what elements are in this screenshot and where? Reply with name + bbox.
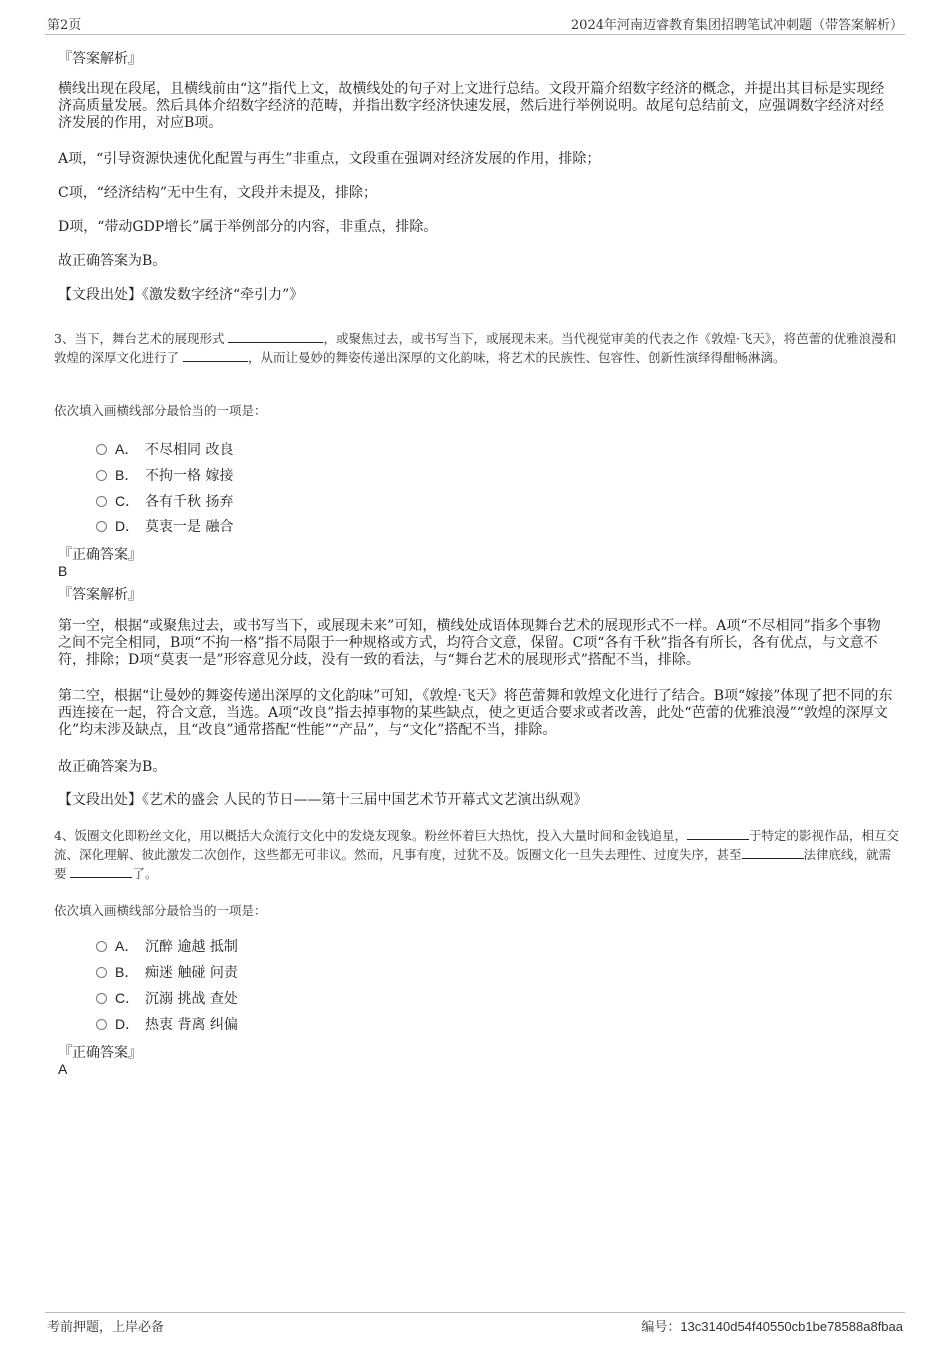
radio-icon[interactable]: [96, 496, 107, 507]
analysis-paragraph-2: 第二空，根据“让曼妙的舞姿传递出深厚的文化韵味”可知，《敦煌·飞天》将芭蕾舞和敦煌文化进行了结合。B项“嫁接”体现了把不同的东西连接在一起，符合文意，当选。A项“改良”指去掉事物的某些缺点，使之更适合要求或者改善，此处“芭蕾的优雅浪漫”“敦煌的深厚文化”均未涉及缺点，且“改良”通常搭配“性能”“产品”，与“文化”搭配不当，排除。: [58, 688, 893, 738]
radio-icon[interactable]: [96, 444, 107, 455]
radio-icon[interactable]: [96, 1019, 107, 1030]
radio-icon[interactable]: [96, 993, 107, 1004]
question-4-stem: 4、饭圈文化即粉丝文化，用以概括大众流行文化中的发烧友现象。粉丝怀着巨大热忱，投入大量时间和金钱追星， 于特定的影视作品，相互交流、深化理解、彼此激发二次创作，这些都无可非议。然而，凡事有度，过犹不及。饭圈文化一旦失去理性、过度失序，甚至 法律底线，就需要 了。: [54, 828, 899, 881]
question-3-option-d[interactable]: D． 莫衷一是 融合: [96, 516, 233, 536]
question-3-option-a[interactable]: A． 不尽相同 改良: [96, 439, 233, 459]
page-footer: [45, 1312, 905, 1337]
correct-answer: A: [58, 1061, 68, 1077]
radio-icon[interactable]: [96, 521, 107, 532]
analysis-paragraph-1: 第一空，根据“或聚焦过去，或书写当下，或展现未来”可知，横线处成语体现舞台艺术的展现形式不一样。A项“不尽相同”指多个事物之间不完全相同，B项“不拘一格”指不局限于一种规格或方式，均符合文意，保留。C项“各有千秋”指各有所长，各有优点，与文意不符，排除；D项“莫衷一是”形容意见分歧，没有一致的看法，与“舞台艺术的展现形式”搭配不当，排除。: [58, 618, 881, 668]
question-4-option-c[interactable]: C． 沉溺 挑战 查处: [96, 988, 238, 1008]
footer-slogan: 考前押题，上岸必备: [47, 1320, 165, 1335]
answer-conclusion: 故正确答案为B。: [58, 759, 167, 775]
question-4-option-d[interactable]: D． 热衷 背离 纠偏: [96, 1014, 238, 1034]
page-number: 第2页: [47, 18, 82, 33]
analysis-label: 『答案解析』: [58, 587, 142, 603]
blank-2: [742, 845, 804, 859]
question-3-prompt: 依次填入画横线部分最恰当的一项是：: [54, 403, 267, 418]
blank-2: [183, 348, 248, 362]
question-3-stem: 3、当下，舞台艺术的展现形式 ，或聚焦过去，或书写当下，或展现未来。当代视觉审美的代表之作《敦煌·飞天》，将芭蕾的优雅浪漫和敦煌的深厚文化进行了 ，从而让曼妙的舞姿传递出深厚的文化韵味，将艺术的民族性、包容性、创新性演绎得酣畅淋漓。: [54, 331, 897, 365]
document-code: 编号：13c3140d54f40550cb1be78588a8fbaa: [641, 1319, 903, 1335]
question-4-option-b[interactable]: B． 痴迷 触碰 问责: [96, 962, 238, 982]
source-citation: 【文段出处】《激发数字经济“牵引力”》: [58, 287, 304, 303]
analysis-label: 『答案解析』: [58, 51, 142, 67]
document-title: 2024年河南迈睿教育集团招聘笔试冲刺题（带答案解析）: [570, 18, 903, 33]
correct-answer-label: 『正确答案』: [58, 547, 142, 563]
page-header: [45, 12, 905, 35]
analysis-paragraph: 横线出现在段尾，且横线前由“这”指代上文，故横线处的句子对上文进行总结。文段开篇介绍数字经济的概念，并提出其目标是实现经济高质量发展。然后具体介绍数字经济的范畴，并指出数字经济快速发展，然后进行举例说明。故尾句总结前文，应强调数字经济对经济发展的作用，对应B项。: [58, 81, 885, 131]
question-3-option-c[interactable]: C． 各有千秋 扬弃: [96, 491, 233, 511]
blank-1: [228, 329, 323, 343]
radio-icon[interactable]: [96, 967, 107, 978]
blank-1: [687, 826, 749, 840]
correct-answer: B: [58, 563, 68, 579]
analysis-option-c: C项，“经济结构”无中生有，文段并未提及，排除；: [58, 185, 378, 201]
answer-conclusion: 故正确答案为B。: [58, 253, 167, 269]
question-4-option-a[interactable]: A． 沉醉 逾越 抵制: [96, 936, 238, 956]
blank-3: [70, 864, 132, 878]
correct-answer-label: 『正确答案』: [58, 1045, 142, 1061]
radio-icon[interactable]: [96, 470, 107, 481]
question-3-option-b[interactable]: B． 不拘一格 嫁接: [96, 465, 233, 485]
analysis-option-d: D项，“带动GDP增长”属于举例部分的内容，非重点，排除。: [58, 219, 438, 235]
source-citation: 【文段出处】《艺术的盛会 人民的节日——第十三届中国艺术节开幕式文艺演出纵观》: [58, 792, 588, 808]
analysis-option-a: A项，“引导资源快速优化配置与再生”非重点，文段重在强调对经济发展的作用，排除；: [58, 151, 601, 167]
question-4-prompt: 依次填入画横线部分最恰当的一项是：: [54, 903, 267, 918]
radio-icon[interactable]: [96, 941, 107, 952]
